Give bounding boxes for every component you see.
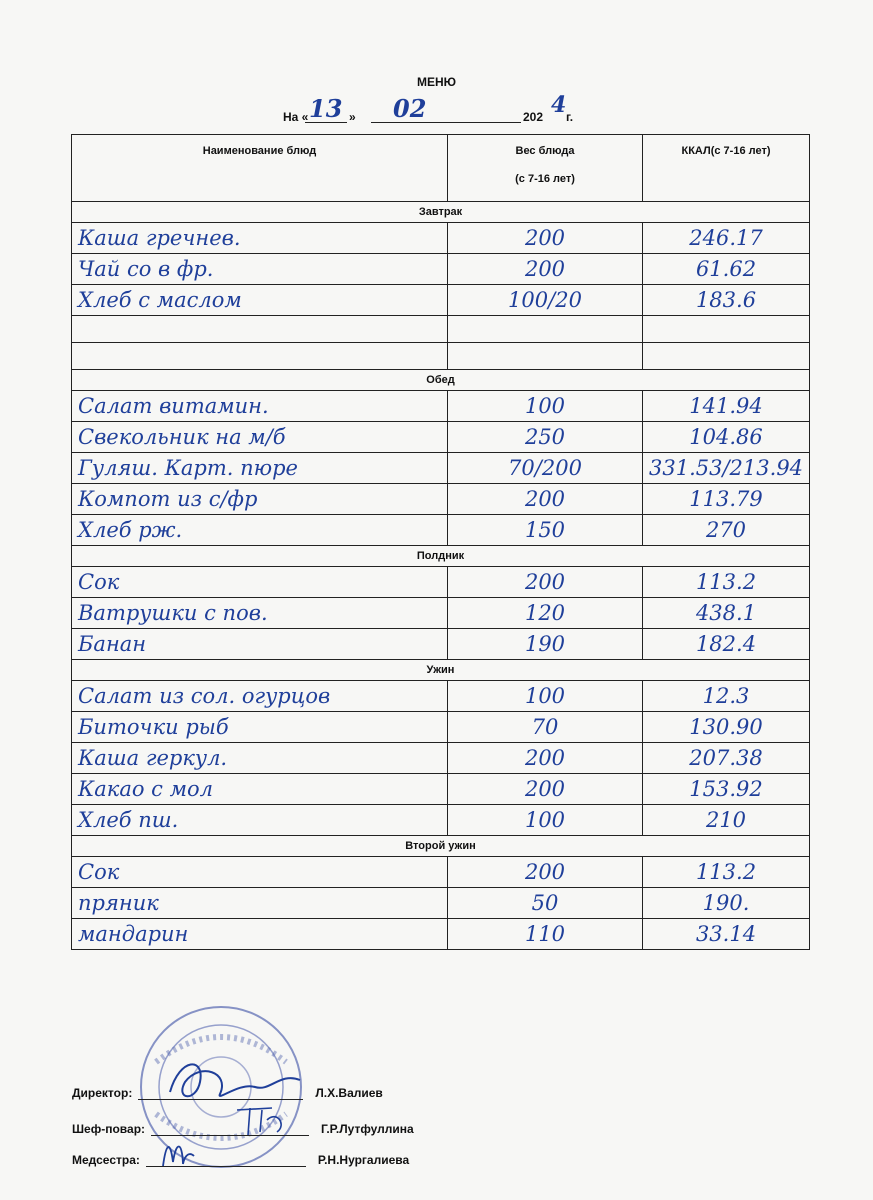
section-label: Полдник — [72, 546, 810, 567]
empty-cell — [72, 316, 448, 343]
column-kcal: ККАЛ(с 7-16 лет) — [643, 135, 810, 202]
table-row — [72, 805, 810, 836]
dish-kcal: 153.92 — [643, 774, 810, 805]
dish-name: Сок — [72, 567, 448, 598]
dish-weight: 100 — [448, 681, 643, 712]
dish-name: Каша гречнев. — [72, 223, 448, 254]
director-signature-line — [72, 1086, 383, 1100]
dish-weight: 200 — [448, 743, 643, 774]
dish-kcal: 130.90 — [643, 712, 810, 743]
dish-name: Сок — [72, 857, 448, 888]
nurse-role: Медсестра: — [72, 1153, 140, 1167]
column-weight-age: (с 7-16 лет) — [515, 173, 575, 185]
date-day: 13 — [309, 94, 343, 123]
dish-weight: 50 — [448, 888, 643, 919]
menu-body — [72, 202, 810, 950]
empty-cell — [643, 343, 810, 370]
nurse-name: Р.Н.Нургалиева — [317, 1153, 410, 1167]
dish-weight: 100/20 — [448, 285, 643, 316]
column-weight — [448, 135, 643, 202]
dish-name: пряник — [72, 888, 448, 919]
table-row — [72, 774, 810, 805]
dish-kcal: 207.38 — [643, 743, 810, 774]
director-sign-line — [138, 1099, 303, 1100]
dish-kcal: 183.6 — [643, 285, 810, 316]
table-row — [72, 888, 810, 919]
table-row — [72, 391, 810, 422]
table-row — [72, 515, 810, 546]
dish-kcal: 190. — [643, 888, 810, 919]
dish-weight: 70 — [448, 712, 643, 743]
dish-name: Хлеб рж. — [72, 515, 448, 546]
date-year-digit: 4 — [551, 92, 567, 118]
date-prefix: На « — [283, 110, 309, 124]
table-row — [72, 681, 810, 712]
empty-cell — [72, 343, 448, 370]
column-weight-label: Вес блюда — [515, 145, 575, 157]
dish-weight: 200 — [448, 254, 643, 285]
dish-name: Хлеб пш. — [72, 805, 448, 836]
empty-row — [72, 343, 810, 370]
dish-name: Чай со в фр. — [72, 254, 448, 285]
table-row — [72, 567, 810, 598]
section-label: Ужин — [72, 660, 810, 681]
section-row-snack — [72, 546, 810, 567]
dish-weight: 200 — [448, 223, 643, 254]
dish-kcal: 270 — [643, 515, 810, 546]
dish-kcal: 113.79 — [643, 484, 810, 515]
chef-sign-line — [151, 1135, 309, 1136]
dish-weight: 200 — [448, 857, 643, 888]
dish-kcal: 246.17 — [643, 223, 810, 254]
table-row — [72, 484, 810, 515]
section-row-second-dinner — [72, 836, 810, 857]
nurse-sign-line — [146, 1166, 306, 1167]
page-title: МЕНЮ — [416, 75, 457, 89]
section-row-breakfast — [72, 202, 810, 223]
dish-kcal: 182.4 — [643, 629, 810, 660]
section-label: Обед — [72, 370, 810, 391]
dish-name: Биточки рыб — [72, 712, 448, 743]
dish-weight: 200 — [448, 567, 643, 598]
empty-cell — [448, 343, 643, 370]
dish-weight: 250 — [448, 422, 643, 453]
dish-weight: 110 — [448, 919, 643, 950]
dish-name: Каша геркул. — [72, 743, 448, 774]
dish-name: Салат из сол. огурцов — [72, 681, 448, 712]
dish-weight: 100 — [448, 805, 643, 836]
table-row — [72, 919, 810, 950]
table-row — [72, 712, 810, 743]
dish-kcal: 12.3 — [643, 681, 810, 712]
dish-name: мандарин — [72, 919, 448, 950]
menu-table — [71, 134, 810, 950]
dish-weight: 70/200 — [448, 453, 643, 484]
dish-kcal: 141.94 — [643, 391, 810, 422]
dish-weight: 200 — [448, 774, 643, 805]
dish-name: Какао с мол — [72, 774, 448, 805]
table-row — [72, 453, 810, 484]
nurse-signature-line — [72, 1153, 409, 1167]
dish-kcal: 61.62 — [643, 254, 810, 285]
dish-kcal: 33.14 — [643, 919, 810, 950]
date-month: 02 — [393, 94, 427, 123]
dish-name: Свекольник на м/б — [72, 422, 448, 453]
dish-kcal: 438.1 — [643, 598, 810, 629]
chef-signature-line — [72, 1122, 414, 1136]
table-row — [72, 223, 810, 254]
table-row — [72, 598, 810, 629]
chef-name: Г.Р.Лутфуллина — [321, 1122, 414, 1136]
empty-row — [72, 316, 810, 343]
date-line — [283, 92, 603, 124]
dish-name: Банан — [72, 629, 448, 660]
director-role: Директор: — [72, 1086, 133, 1100]
empty-cell — [448, 316, 643, 343]
section-row-lunch — [72, 370, 810, 391]
section-label: Второй ужин — [72, 836, 810, 857]
dish-name: Хлеб с маслом — [72, 285, 448, 316]
section-row-dinner — [72, 660, 810, 681]
dish-kcal: 113.2 — [643, 857, 810, 888]
table-row — [72, 857, 810, 888]
date-quote: » — [349, 110, 356, 124]
section-label: Завтрак — [72, 202, 810, 223]
director-name: Л.Х.Валиев — [315, 1086, 383, 1100]
dish-kcal: 210 — [643, 805, 810, 836]
dish-weight: 190 — [448, 629, 643, 660]
dish-weight: 200 — [448, 484, 643, 515]
dish-weight: 120 — [448, 598, 643, 629]
dish-kcal: 331.53/213.94 — [643, 453, 810, 484]
table-row — [72, 422, 810, 453]
dish-name: Гуляш. Карт. пюре — [72, 453, 448, 484]
date-year-prefix: 202 — [523, 110, 544, 124]
dish-name: Компот из с/фр — [72, 484, 448, 515]
chef-role: Шеф-повар: — [72, 1122, 146, 1136]
dish-weight: 100 — [448, 391, 643, 422]
table-header-row — [72, 135, 810, 202]
table-row — [72, 629, 810, 660]
date-suffix: г. — [566, 110, 574, 124]
table-row — [72, 743, 810, 774]
dish-name: Салат витамин. — [72, 391, 448, 422]
dish-name: Ватрушки с пов. — [72, 598, 448, 629]
column-dish-name: Наименование блюд — [72, 135, 448, 202]
dish-weight: 150 — [448, 515, 643, 546]
table-row — [72, 285, 810, 316]
dish-kcal: 113.2 — [643, 567, 810, 598]
empty-cell — [643, 316, 810, 343]
dish-kcal: 104.86 — [643, 422, 810, 453]
table-row — [72, 254, 810, 285]
